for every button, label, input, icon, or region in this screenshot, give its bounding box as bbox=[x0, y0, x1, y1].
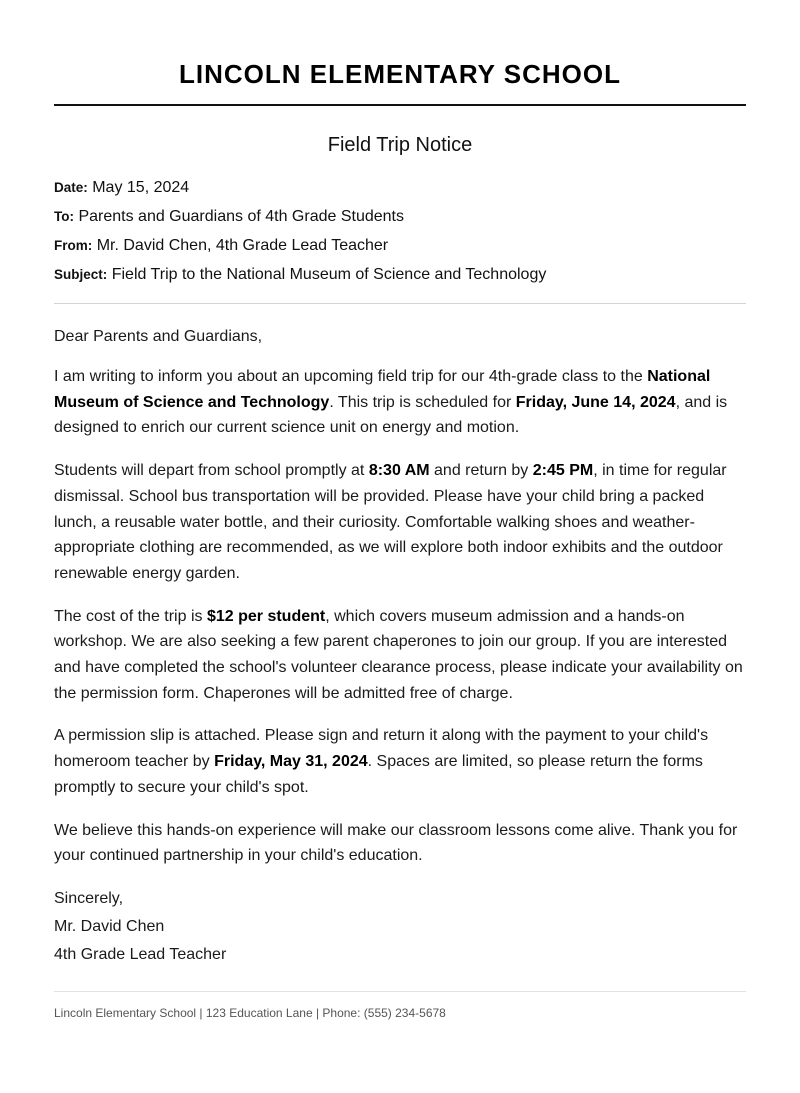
subject-label: Subject: bbox=[54, 267, 108, 282]
paragraph-thanks: We believe this hands-on experience will make our classroom lessons come alive. Thank you for your continued partnership in your child's education. bbox=[54, 821, 738, 865]
return-time: 2:45 PM bbox=[532, 462, 594, 480]
subject-row bbox=[54, 265, 746, 285]
trip-cost: $12 per student bbox=[206, 607, 326, 625]
from-label: From: bbox=[54, 238, 93, 253]
document-title: Field Trip Notice bbox=[327, 134, 473, 156]
subject-value: Field Trip to the National Museum of Science and Technology bbox=[111, 266, 547, 283]
header-rule bbox=[54, 104, 746, 106]
date-value: May 15, 2024 bbox=[92, 179, 190, 196]
sign-off: Sincerely, bbox=[54, 889, 124, 907]
date-label: Date: bbox=[54, 180, 88, 195]
text-run: , in time for regular dismissal. School bus transportation will be provided. Please have your child bring a packed lunch, a reusable water bottle, and their curiosity. Comfortable walking shoes and weather-appropriate clothing are recommended, as we will explore both indoor exhibits and the outdoor renewable energy garden. bbox=[54, 462, 727, 582]
to-label: To: bbox=[54, 209, 74, 224]
text-run: Students will depart from school promptly at bbox=[54, 462, 369, 480]
return-deadline: Friday, May 31, 2024 bbox=[214, 753, 368, 771]
signer-name: Mr. David Chen bbox=[54, 917, 165, 935]
text-run: The cost of the trip is bbox=[54, 607, 207, 625]
salutation: Dear Parents and Guardians, bbox=[54, 328, 263, 345]
signer-title: 4th Grade Lead Teacher bbox=[54, 945, 227, 963]
footer-rule bbox=[54, 991, 746, 992]
footer-contact: Lincoln Elementary School | 123 Education Lane | Phone: (555) 234-5678 bbox=[54, 1005, 446, 1020]
closing-block bbox=[54, 885, 746, 969]
section-divider bbox=[54, 303, 746, 304]
trip-date: Friday, June 14, 2024 bbox=[515, 393, 676, 411]
school-name: LINCOLN ELEMENTARY SCHOOL bbox=[179, 59, 621, 89]
from-row bbox=[54, 236, 746, 256]
paragraph-logistics bbox=[54, 458, 746, 587]
text-run: and return by bbox=[429, 462, 533, 480]
text-run: I am writing to inform you about an upcoming field trip for our 4th-grade class to the bbox=[54, 368, 648, 385]
paragraph-intro bbox=[54, 364, 746, 441]
depart-time: 8:30 AM bbox=[368, 462, 430, 480]
text-run: . Spaces are limited, so please return the forms promptly to secure your child's spot. bbox=[54, 753, 703, 796]
memo-header bbox=[54, 178, 746, 285]
date-row bbox=[54, 178, 746, 198]
text-run: . This trip is scheduled for bbox=[329, 393, 516, 411]
paragraph-cost bbox=[54, 604, 746, 707]
text-run: , and is designed to enrich our current science unit on energy and motion. bbox=[54, 393, 728, 437]
museum-name: National Museum of Science and Technology bbox=[54, 368, 711, 411]
from-value: Mr. David Chen, 4th Grade Lead Teacher bbox=[96, 237, 389, 254]
text-run: , which covers museum admission and a hands-on workshop. We are also seeking a few parent chaperones to join our group. If you are interested and have completed the school's volunteer clearance process, please indicate your availability on the permission form. Chaperones will be admitted free of charge. bbox=[54, 607, 743, 702]
to-row bbox=[54, 207, 746, 227]
text-run: A permission slip is attached. Please sign and return it along with the payment to your child's homeroom teacher by bbox=[54, 727, 709, 771]
paragraph-permission bbox=[54, 723, 746, 800]
to-value: Parents and Guardians of 4th Grade Students bbox=[78, 208, 404, 225]
